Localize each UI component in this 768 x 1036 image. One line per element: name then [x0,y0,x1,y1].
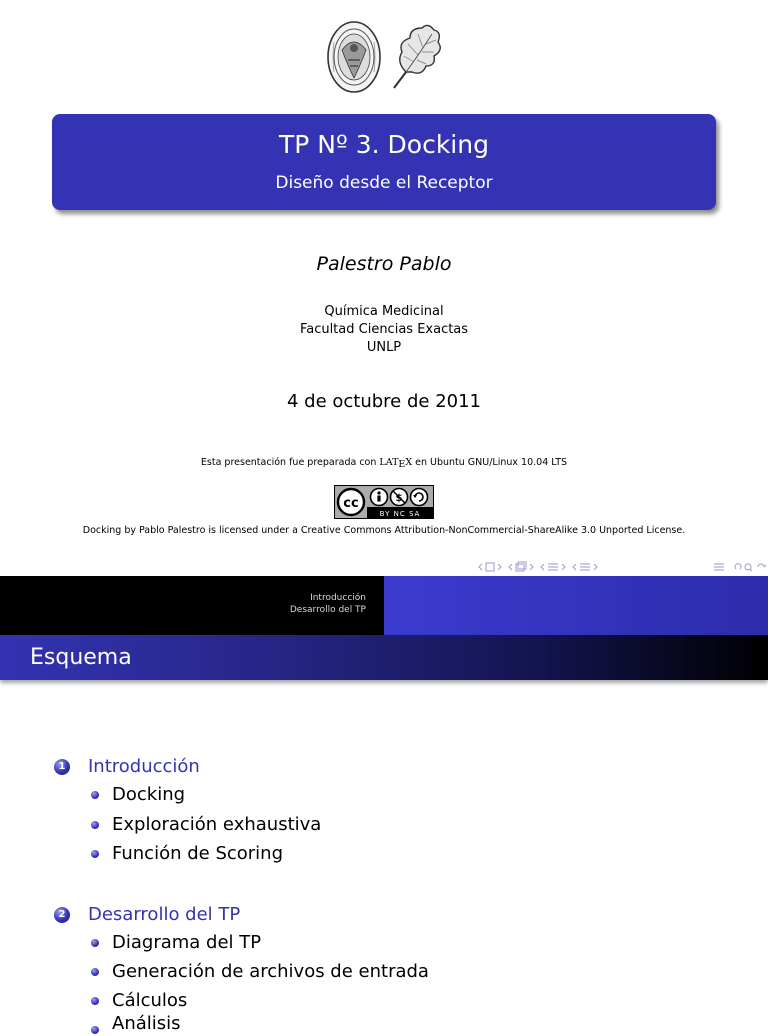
sharealike-icon [411,489,428,506]
oak-leaf-icon [386,22,444,92]
outline-item[interactable]: Cálculos [112,990,188,1011]
license-text: Docking by Pablo Palestro is licensed under a Creative Commons Attribution-NonCommercial-ShareAlike 3.0 Unported License. [82,525,686,536]
nav-search-icon[interactable] [735,564,766,571]
nav-presentation-icon[interactable] [573,564,597,570]
bullet-icon [91,791,99,799]
nav-prev-frame-icon[interactable] [479,563,501,571]
outline-item[interactable]: Diagrama del TP [112,932,262,953]
bullet-icon [91,821,99,829]
preparation-note [0,456,768,470]
bullet-icon [91,850,99,858]
creative-commons-badge[interactable] [334,485,434,519]
headline-bar [0,576,768,635]
presentation-title: TP Nº 3. Docking [279,130,489,159]
note-prefix: Esta presentación fue preparada con [200,457,380,468]
nav-subsection-icon[interactable] [509,562,533,571]
author-name: Palestro Pablo [316,253,452,275]
outline-item[interactable]: Exploración exhaustiva [112,814,322,835]
section-navigation [0,592,366,616]
frame-title-bar [0,635,768,680]
section-number-badge: 1 [54,759,70,775]
outline-section-desarrollo[interactable]: Desarrollo del TP [88,904,241,925]
bullet-icon [91,997,99,1005]
title-block [52,114,716,210]
cc-icon: cc [343,496,359,511]
navigation-symbols[interactable] [478,559,768,573]
bullet-icon [91,968,99,976]
institute-line-university: UNLP [366,340,402,355]
outline-item[interactable]: Función de Scoring [112,843,284,864]
svg-text:$: $ [395,493,403,504]
presentation-subtitle: Diseño desde el Receptor [275,173,493,193]
institute-line-department: Química Medicinal [324,304,444,319]
institute-line-faculty: Facultad Ciencias Exactas [299,322,469,337]
latex-logo: LATEX [379,457,413,470]
outline-item[interactable]: Análisis [112,1013,181,1034]
nav-section-icon[interactable] [541,564,565,570]
institute-block [0,303,768,357]
nav-appendix-icon[interactable] [714,564,724,570]
bullet-icon [91,1026,99,1034]
presentation-date: 4 de octubre de 2011 [286,391,482,412]
cc-terms-label: BY NC SA [379,510,421,518]
outline-slide [0,576,768,1034]
outline-section-introduccion[interactable]: Introducción [88,756,200,777]
section-number-badge: 2 [54,907,70,923]
university-seal-icon [326,20,382,94]
headline-left [0,576,384,635]
nav-section-desarrollo[interactable]: Desarrollo del TP [289,605,366,615]
bullet-icon [91,939,99,947]
outline-item[interactable]: Docking [112,784,186,805]
headline-right [384,576,768,635]
nav-section-introduccion[interactable]: Introducción [310,593,366,603]
outline-item[interactable]: Generación de archivos de entrada [112,961,429,982]
frame-title: Esquema [30,645,132,670]
note-suffix: en Ubuntu GNU/Linux 10.04 LTS [412,457,568,468]
